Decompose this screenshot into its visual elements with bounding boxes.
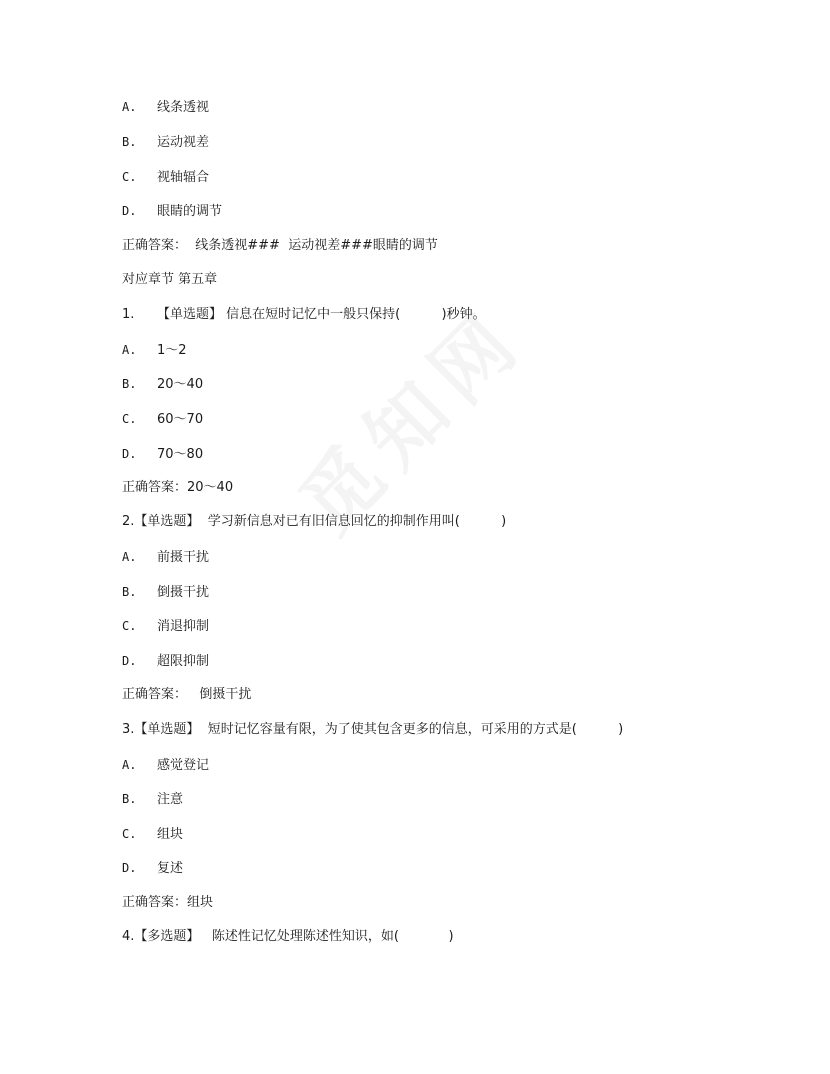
question-type: 【单选题】 — [157, 307, 223, 322]
option-b — [122, 583, 209, 602]
option-text: 前摄干扰 — [157, 550, 210, 565]
question-2 — [122, 513, 506, 531]
option-letter: A. — [122, 550, 137, 564]
question-text: 信息在短时记忆中一般只保持( )秒钟。 — [226, 307, 486, 322]
option-b — [122, 375, 203, 394]
option-letter: B. — [122, 585, 137, 599]
option-letter: D. — [122, 204, 137, 218]
option-letter: C. — [122, 170, 137, 184]
option-letter: D. — [122, 861, 137, 875]
option-text: 组块 — [157, 827, 184, 842]
option-letter: D. — [122, 654, 137, 668]
question-1 — [122, 306, 486, 324]
option-d — [122, 652, 209, 671]
question-number: 3. — [122, 722, 135, 737]
option-letter: A. — [122, 100, 137, 114]
question-number: 2. — [122, 514, 135, 529]
option-text: 倒摄干扰 — [157, 585, 210, 600]
question-text: 学习新信息对已有旧信息回忆的抑制作用叫( ) — [207, 514, 507, 529]
option-text: 复述 — [157, 861, 184, 876]
answer-line: 正确答案： 倒摄干扰 — [122, 687, 252, 702]
option-c — [122, 617, 209, 636]
option-a — [122, 548, 209, 567]
option-letter: D. — [122, 447, 137, 461]
option-text: 60～70 — [157, 412, 204, 427]
section-heading: 对应章节 第五章 — [122, 272, 218, 287]
question-type: 【多选题】 — [134, 929, 200, 944]
question-number: 4. — [122, 929, 135, 944]
option-text: 1～2 — [157, 343, 187, 358]
answer-line: 正确答案：组块 — [122, 895, 214, 910]
option-a — [122, 98, 209, 117]
option-letter: C. — [122, 827, 137, 841]
option-d — [122, 202, 222, 221]
question-text: 陈述性记忆处理陈述性知识，如( ) — [211, 929, 454, 944]
question-3 — [122, 721, 623, 739]
option-text: 眼睛的调节 — [157, 204, 223, 219]
option-c — [122, 168, 209, 187]
option-a — [122, 756, 209, 775]
option-d — [122, 859, 183, 878]
option-c — [122, 825, 183, 844]
option-text: 感觉登记 — [157, 758, 210, 773]
answer-line: 正确答案：20～40 — [122, 480, 234, 495]
option-text: 视轴辐合 — [157, 170, 210, 185]
option-letter: B. — [122, 792, 137, 806]
option-text: 注意 — [157, 792, 184, 807]
option-a — [122, 341, 187, 360]
question-4 — [122, 928, 454, 946]
option-letter: B. — [122, 135, 137, 149]
option-letter: C. — [122, 412, 137, 426]
option-c — [122, 410, 203, 429]
option-d — [122, 445, 203, 464]
option-b — [122, 133, 209, 152]
option-letter: B. — [122, 377, 137, 391]
option-text: 线条透视 — [157, 100, 210, 115]
question-number: 1. — [122, 307, 135, 322]
option-text: 消退抑制 — [157, 619, 210, 634]
option-b — [122, 790, 183, 809]
question-type: 【单选题】 — [134, 722, 200, 737]
option-letter: C. — [122, 619, 137, 633]
option-text: 超限抑制 — [157, 654, 210, 669]
question-text: 短时记忆容量有限，为了使其包含更多的信息，可采用的方式是( ) — [207, 722, 624, 737]
answer-line: 正确答案： 线条透视### 运动视差###眼睛的调节 — [122, 238, 438, 253]
option-text: 运动视差 — [157, 135, 210, 150]
option-text: 20～40 — [157, 377, 204, 392]
option-letter: A. — [122, 758, 137, 772]
question-type: 【单选题】 — [134, 514, 200, 529]
option-letter: A. — [122, 343, 137, 357]
option-text: 70～80 — [157, 447, 204, 462]
